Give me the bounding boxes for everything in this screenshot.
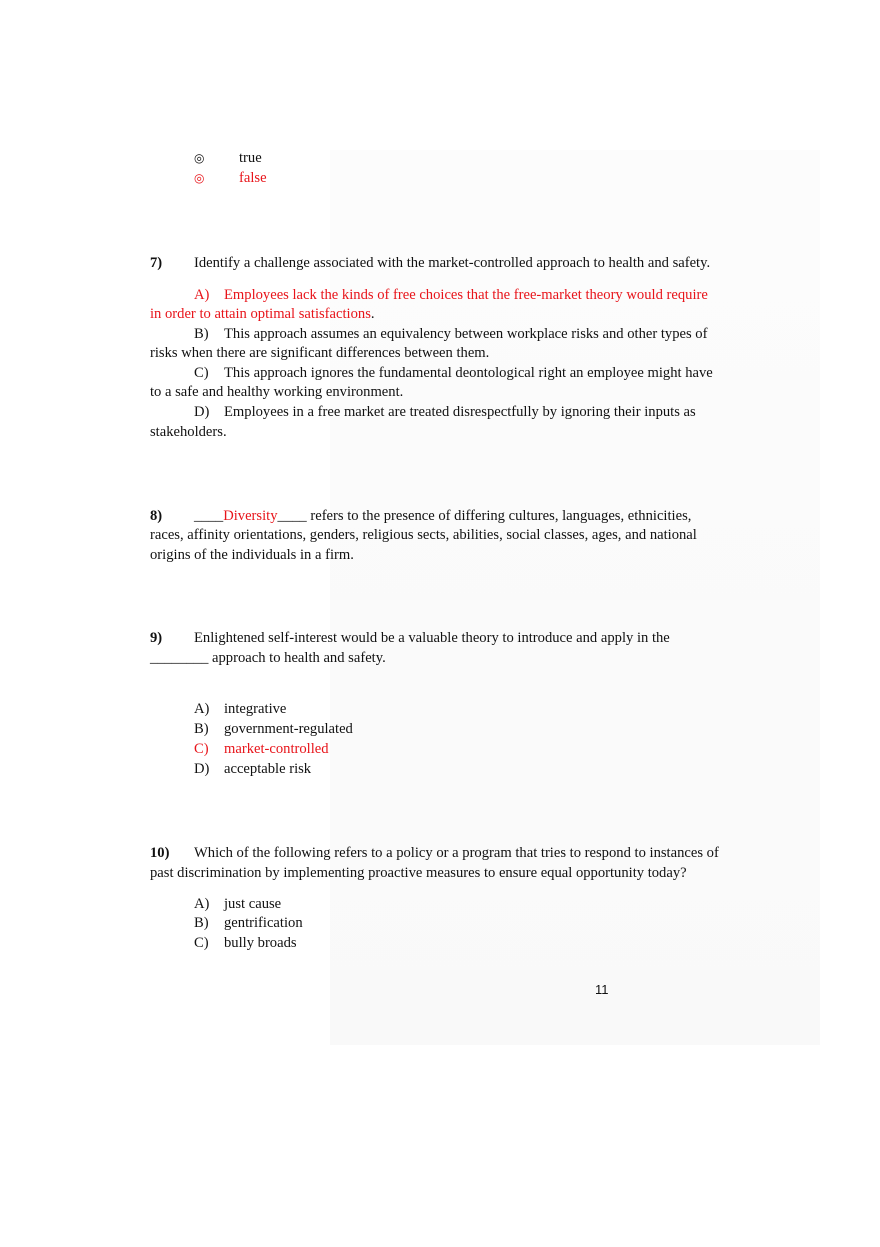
radio-icon[interactable]: ◎ [194, 151, 205, 165]
option-false[interactable] [194, 168, 267, 188]
blank-underscore: ____ [277, 508, 307, 524]
question-number: 7) [150, 255, 163, 271]
option-a-continued [150, 304, 375, 324]
option-b-continued: risks when there are significant differences between them. [150, 345, 490, 361]
question-stem: Identify a challenge associated with the market-controlled approach to health and safety. [194, 255, 711, 271]
question-line-2: ________ approach to health and safety. [150, 650, 386, 666]
option-text: integrative [224, 701, 287, 717]
question-line-2: past discrimination by implementing proactive measures to ensure equal opportunity today? [150, 865, 687, 881]
option-letter: B) [194, 326, 209, 342]
option-text: government-regulated [224, 721, 353, 737]
question-text: refers to the presence of differing cultures, languages, ethnicities, [306, 508, 692, 524]
option-d [194, 402, 696, 422]
question-line-1: Which of the following refers to a policy or a program that tries to respond to instances of [194, 845, 719, 861]
option-text: This approach assumes an equivalency between workplace risks and other types of [224, 326, 708, 342]
option-letter: C) [194, 741, 209, 757]
question-line-1 [194, 506, 691, 526]
option-letter: D) [194, 761, 210, 777]
option-letter: A) [194, 287, 210, 303]
question-number: 10) [150, 845, 170, 861]
option-a [194, 285, 708, 305]
option-b [194, 719, 353, 739]
page-number: 11 [595, 982, 609, 997]
question-line-3: origins of the individuals in a firm. [150, 547, 354, 563]
option-text: acceptable risk [224, 761, 312, 777]
option-c-continued: to a safe and healthy working environment. [150, 384, 404, 400]
option-b [194, 913, 303, 933]
option-letter: B) [194, 915, 209, 931]
option-a [194, 894, 281, 914]
option-letter: C) [194, 365, 209, 381]
option-d [194, 759, 311, 779]
option-true[interactable] [194, 148, 262, 168]
question-line-2: races, affinity orientations, genders, religious sects, abilities, social classes, ages, and national [150, 527, 697, 543]
question-line-1: Enlightened self-interest would be a valuable theory to introduce and apply in the [194, 630, 670, 646]
question-number: 9) [150, 630, 163, 646]
option-text: This approach ignores the fundamental deontological right an employee might have [224, 365, 713, 381]
option-text: in order to attain optimal satisfactions [150, 306, 371, 322]
option-text: bully broads [224, 935, 297, 951]
option-letter: A) [194, 896, 210, 912]
option-text: true [239, 150, 262, 166]
option-text: gentrification [224, 915, 303, 931]
option-letter: D) [194, 404, 210, 420]
option-period: . [370, 306, 375, 322]
option-letter: B) [194, 721, 209, 737]
option-letter: A) [194, 701, 210, 717]
option-d-continued: stakeholders. [150, 424, 227, 440]
blank-underscore: ____ [194, 508, 224, 524]
option-text: Employees lack the kinds of free choices that the free-market theory would require [224, 287, 708, 303]
option-c [194, 363, 713, 383]
radio-icon[interactable]: ◎ [194, 171, 205, 185]
option-c [194, 739, 329, 759]
option-letter: C) [194, 935, 209, 951]
option-text: market-controlled [224, 741, 329, 757]
option-text: just cause [224, 896, 282, 912]
question-number: 8) [150, 508, 163, 524]
option-c [194, 933, 297, 953]
option-text: false [239, 170, 267, 186]
answer-text: Diversity [223, 508, 278, 524]
option-a [194, 699, 286, 719]
option-b [194, 324, 707, 344]
option-text: Employees in a free market are treated disrespectfully by ignoring their inputs as [224, 404, 696, 420]
